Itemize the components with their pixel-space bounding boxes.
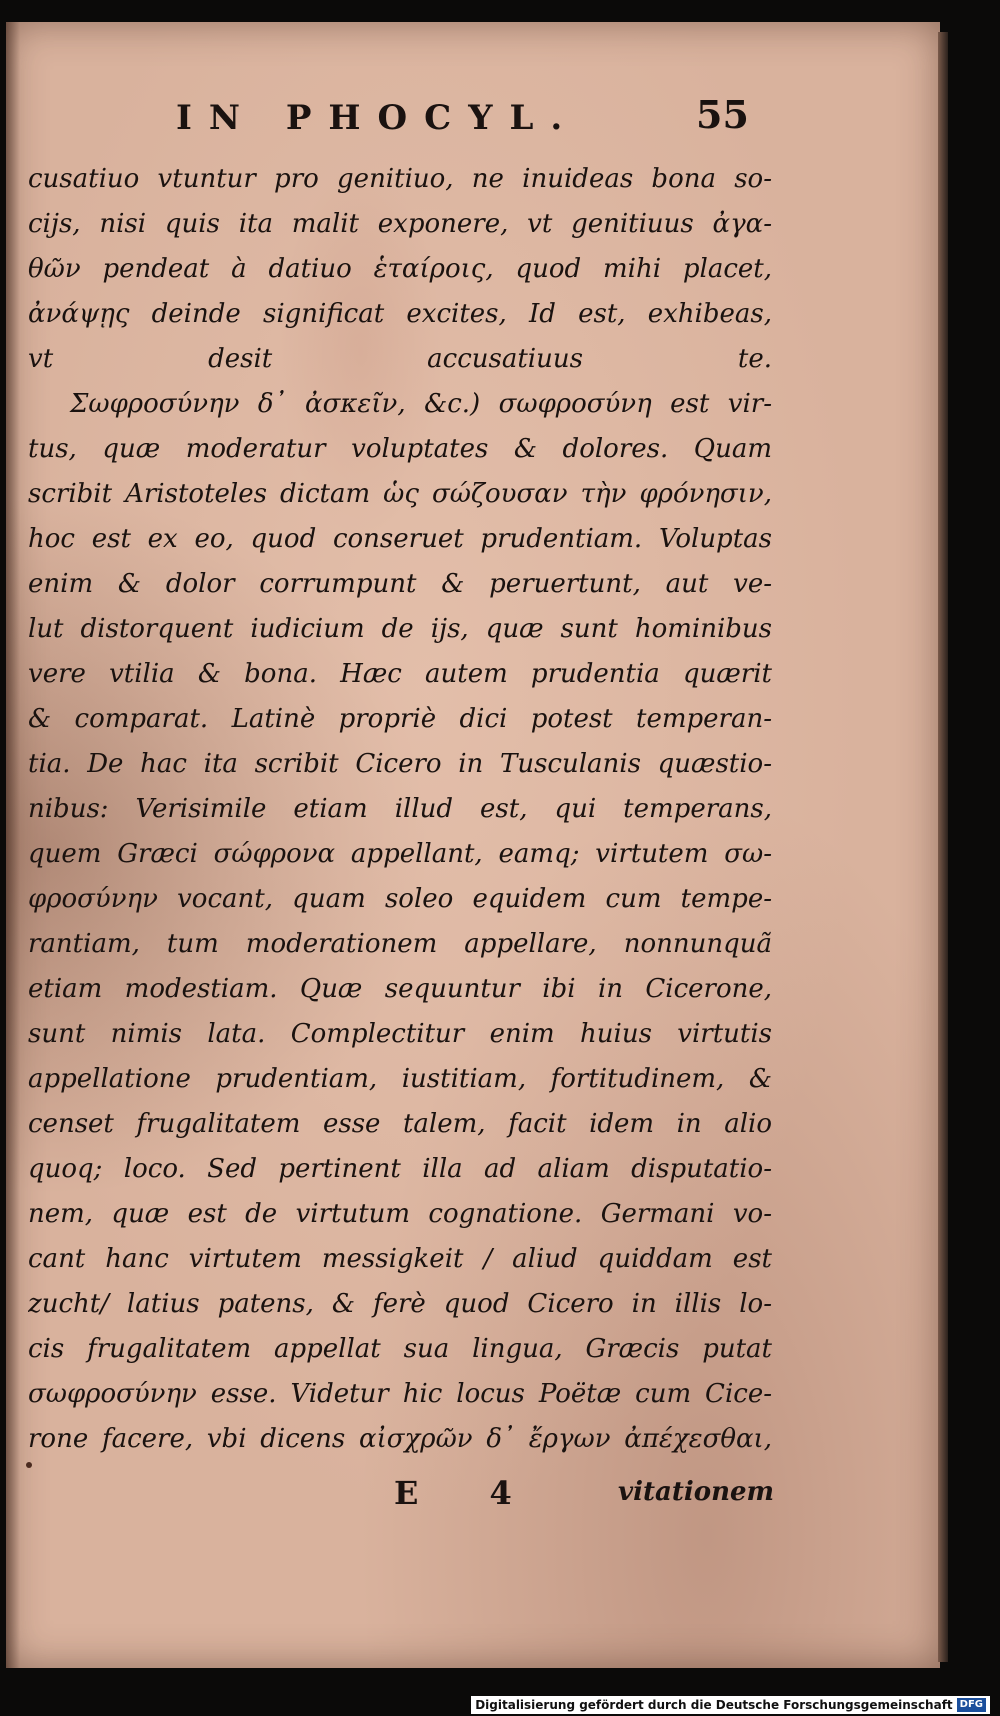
text-line: rantiam, tum moderationem appellare, nonnunquã	[28, 929, 772, 959]
signature-mark: E 4	[394, 1474, 542, 1512]
text-line: lut distorquent iudicium de ijs, quæ sunt hominibus	[28, 614, 772, 644]
text-line: quem Græci σώφρονα appellant, eamq; virtutem σω-	[28, 839, 772, 869]
text-line: tia. De hac ita scribit Cicero in Tusculanis quæstio-	[28, 749, 772, 779]
body-text	[28, 157, 772, 1462]
ink-stain	[26, 1462, 32, 1468]
text-line: vere vtilia & bona. Hæc autem prudentia quærit	[28, 659, 772, 689]
text-line: censet frugalitatem esse talem, facit idem in alio	[28, 1109, 772, 1139]
text-line: cijs, nisi quis ita malit exponere, vt genitiuus ἀγα-	[28, 209, 772, 239]
text-line: sunt nimis lata. Complectitur enim huius virtutis	[28, 1019, 772, 1049]
text-line: σωφροσύνην esse. Videtur hic locus Poëtæ cum Cice-	[28, 1379, 772, 1409]
text-line: enim & dolor corrumpunt & peruertunt, aut ve-	[28, 569, 772, 599]
text-line: hoc est ex eo, quod conseruet prudentiam. Voluptas	[28, 524, 772, 554]
text-line: vt desit accusatiuus te.	[28, 344, 772, 374]
book-page	[6, 22, 940, 1668]
running-title: IN PHOCYL.	[176, 98, 580, 138]
text-line: etiam modestiam. Quæ sequuntur ibi in Cicerone,	[28, 974, 772, 1004]
text-line: nibus: Verisimile etiam illud est, qui temperans,	[28, 794, 772, 824]
text-line: & comparat. Latinè propriè dici potest temperan-	[28, 704, 772, 734]
text-line: φροσύνην vocant, quam soleo equidem cum tempe-	[28, 884, 772, 914]
text-line: tus, quæ moderatur voluptates & dolores. Quam	[28, 434, 772, 464]
text-line: ἀνάψῃς deinde significat excites, Id est, exhibeas,	[28, 299, 772, 329]
page-edge	[938, 32, 948, 1662]
text-line: scribit Aristoteles dictam ὡς σώζουσαν τὴν φρόνησιν,	[28, 479, 772, 509]
footer-credit: Digitalisierung gefördert durch die Deutsche Forschungsgemeinschaft	[475, 1698, 953, 1712]
digitization-footer	[471, 1696, 990, 1714]
text-line: zucht/ latius patens, & ferè quod Cicero in illis lo-	[28, 1289, 772, 1319]
text-line: appellatione prudentiam, iustitiam, fortitudinem, &	[28, 1064, 772, 1094]
text-line: nem, quæ est de virtutum cognatione. Germani vo-	[28, 1199, 772, 1229]
text-line: cant hanc virtutem messigkeit / aliud quiddam est	[28, 1244, 772, 1274]
catchword: vitationem	[618, 1477, 775, 1507]
text-line: cusatiuo vtuntur pro genitiuo, ne inuideas bona so-	[28, 164, 772, 194]
dfg-logo: DFG	[957, 1698, 986, 1712]
page-spine-shadow	[6, 22, 20, 1668]
page-number: 55	[696, 92, 749, 137]
text-line: cis frugalitatem appellat sua lingua, Græcis putat	[28, 1334, 772, 1364]
text-line: Σωφροσύνην δ᾽ ἀσκεῖν, &c.) σωφροσύνη est vir-	[70, 389, 772, 419]
text-line: quoq; loco. Sed pertinent illa ad aliam disputatio-	[28, 1154, 772, 1184]
text-line: rone facere, vbi dicens αἰσχρῶν δ᾽ ἔργων ἀπέχεσθαι,	[28, 1424, 772, 1454]
text-line: θῶν pendeat à datiuo ἑταίροις, quod mihi placet,	[28, 254, 772, 284]
